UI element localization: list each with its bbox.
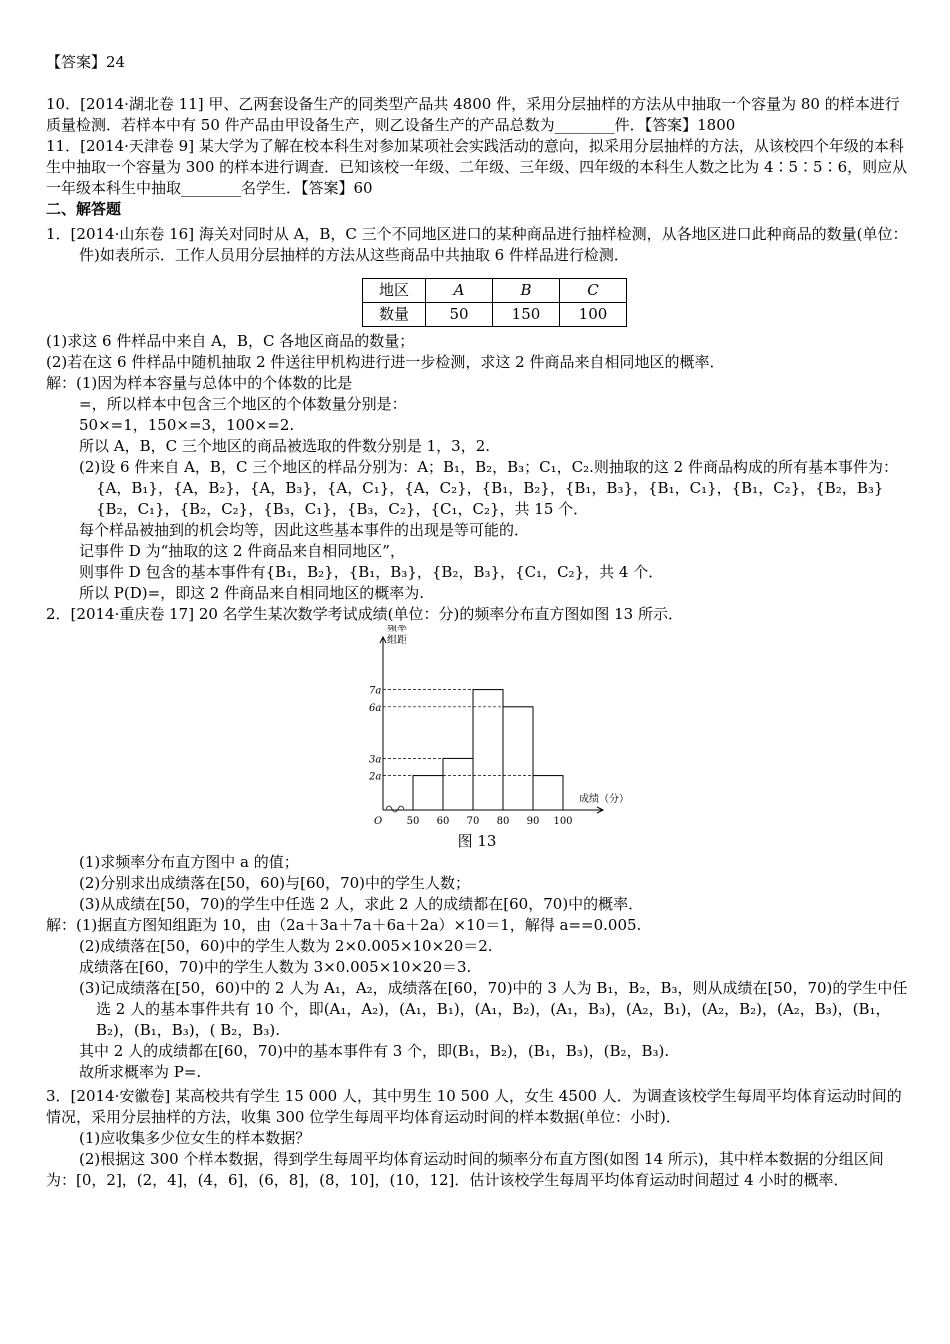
solution-1-line-2: =，所以样本中包含三个地区的个体数量分别是： [79,395,407,413]
histogram-bar [443,758,473,810]
figure-caption: 图 13 [457,832,497,850]
problem-1-part-2: (2)若在这 6 件样品中随机抽取 2 件送往甲机构进行进一步检测，求这 2 件商品来自相同地区的概率． [46,353,725,371]
table-row [363,303,627,327]
question-11: 11．[2014·天津卷 9] 某大学为了解在校本科生对参加某项社会实践活动的意向，拟采用分层抽样的方法，从该校四个年级的本科生中抽取一个容量为 300 的样本进行调查．已知该校一年级、二年级、三年级、四年级的本科生人数之比为 4∶5∶5∶6，则应从一年级本科生中抽取________名学生．【答案】60 [46,137,908,197]
x-tick-label: 100 [553,816,573,827]
question-10: 10．[2014·湖北卷 11] 甲、乙两套设备生产的同类型产品共 4800 件，采用分层抽样的方法从中抽取一个容量为 80 的样本进行质量检测．若样本中有 50 件产品由甲设备生产，则乙设备生产的产品总数为________件．【答案】1800 [46,95,900,134]
solution-1-line-8: 则事件 D 包含的基本事件有{B₁，B₂}，{B₁，B₃}，{B₂，B₃}，{C₁，C₂}，共 4 个． [79,563,664,581]
solution-1-line-1: 解：(1)因为样本容量与总体中的个体数的比是 [46,374,353,392]
histogram-bar [533,776,563,810]
y-tick-label: 7a [369,685,382,697]
problem-2-part-2: (2)分别求出成绩落在[50，60)与[60，70)中的学生人数； [79,874,471,892]
region-table [362,278,627,327]
document [46,52,908,1191]
axis-break [386,806,404,812]
answer-prev: 【答案】24 [46,53,126,71]
y-label-top: 频率 [387,625,407,634]
problem-2-part-3: (3)从成绩在[50，70)的学生中任选 2 人，求此 2 人的成绩都在[60，70)中的概率． [79,895,644,913]
histogram-bar [473,690,503,810]
y-tick-label: 3a [369,754,382,766]
problem-1-part-1: (1)求这 6 件样品中来自 A，B，C 各地区商品的数量； [46,332,415,350]
x-tick-label: 70 [466,816,480,827]
solution-1-line-3: 50×=1，150×=3，100×=2. [79,416,295,434]
section-heading: 二、解答题 [46,200,122,218]
solution-2-line-1: 解：(1)据直方图知组距为 10，由（2a＋3a＋7a＋6a＋2a）×10＝1，解得 a==0.005. [46,916,642,934]
table-cell: 50 [426,303,493,327]
solution-1-line-9: 所以 P(D)=，即这 2 件商品来自相同地区的概率为. [79,584,425,602]
histogram-bar [413,776,443,810]
x-axis-label: 成绩（分） [579,794,629,805]
problem-2: 2．[2014·重庆卷 17] 20 名学生某次数学考试成绩(单位：分)的频率分布直方图如图 13 所示． [46,605,683,623]
histogram-chart [46,625,908,835]
table-cell: C [560,279,627,303]
x-tick-label: 60 [436,816,450,827]
table-cell: B [493,279,560,303]
problem-1: 1．[2014·山东卷 16] 海关对同时从 A，B，C 三个不同地区进口的某种商品进行抽样检测，从各地区进口此种商品的数量(单位：件)如表所示．工作人员用分层抽样的方法从这些商品中共抽取 6 件样品进行检测． [46,225,908,264]
problem-3: 3．[2014·安徽卷] 某高校共有学生 15 000 人，其中男生 10 500 人，女生 4500 人．为调查该校学生每周平均体育运动时间的情况，采用分层抽样的方法，收集 300 位学生每周平均体育运动时间的样本数据(单位：小时)． [46,1087,902,1126]
solution-2-line-5: 其中 2 人的成绩都在[60，70)中的基本事件有 3 个，即(B₁，B₂)，(B₁，B₃)，(B₂，B₃). [79,1042,670,1060]
histogram-bar [503,707,533,810]
histogram-figure [46,625,908,835]
x-tick-label: 80 [496,816,510,827]
table-cell: 100 [560,303,627,327]
origin-label: O [374,816,383,827]
problem-3-part-1: (1)应收集多少位女生的样本数据？ [79,1129,311,1147]
solution-2-line-2: (2)成绩落在[50，60)中的学生人数为 2×0.005×10×20＝2. [79,937,493,955]
table-cell: 150 [493,303,560,327]
table-cell: A [426,279,493,303]
solution-2-line-6: 故所求概率为 P=. [79,1063,202,1081]
x-tick-label: 50 [406,816,420,827]
table-cell: 地区 [363,279,426,303]
solution-1-line-4: 所以 A，B，C 三个地区的商品被选取的件数分别是 1，3，2. [79,437,491,455]
y-tick-label: 2a [369,771,382,783]
y-tick-label: 6a [369,702,382,714]
solution-1-line-6: 每个样品被抽到的机会均等，因此这些基本事件的出现是等可能的． [79,521,530,539]
x-tick-label: 90 [526,816,540,827]
table-header-row [363,279,627,303]
table-cell: 数量 [363,303,426,327]
solution-1-line-7: 记事件 D 为“抽取的这 2 件商品来自相同地区”， [79,542,405,560]
problem-2-part-1: (1)求频率分布直方图中 a 的值； [79,853,299,871]
solution-2-line-4: (3)记成绩落在[50，60)中的 2 人为 A₁，A₂，成绩落在[60，70)中的 3 人为 B₁，B₂，B₃，则从成绩在[50，70)的学生中任选 2 人的基本事件共有 10 个，即(A₁，A₂)，(A₁，B₁)，(A₁，B₂)，(A₁，B₃)，(A₂，B₁)，(A₂，B₂)，(A₂，B₃)，(B₁，B₂)，(B₁，B₃)，( B₂，B₃). [79,979,908,1039]
solution-1-line-5: (2)设 6 件来自 A，B，C 三个地区的样品分别为：A；B₁，B₂，B₃；C₁，C₂.则抽取的这 2 件商品构成的所有基本事件为：{A，B₁}，{A，B₂}，{A，B₃}，{A，C₁}，{A，C₂}，{B₁，B₂}，{B₁，B₃}，{B₁，C₁}，{B₁，C₂}，{B₂，B₃}{B₂，C₁}，{B₂，C₂}，{B₃，C₁}，{B₃，C₂}，{C₁，C₂}，共 15 个． [79,458,898,518]
solution-2-line-3: 成绩落在[60，70)中的学生人数为 3×0.005×10×20＝3. [79,958,472,976]
problem-3-part-2: (2)根据这 300 个样本数据，得到学生每周平均体育运动时间的频率分布直方图(如图 14 所示)，其中样本数据的分组区间为：[0，2]，(2，4]，(4，6]，(6，8]，(8，10]，(10，12]．估计该校学生每周平均体育运动时间超过 4 小时的概率． [46,1150,884,1189]
y-label-bottom: 组距 [387,635,407,646]
